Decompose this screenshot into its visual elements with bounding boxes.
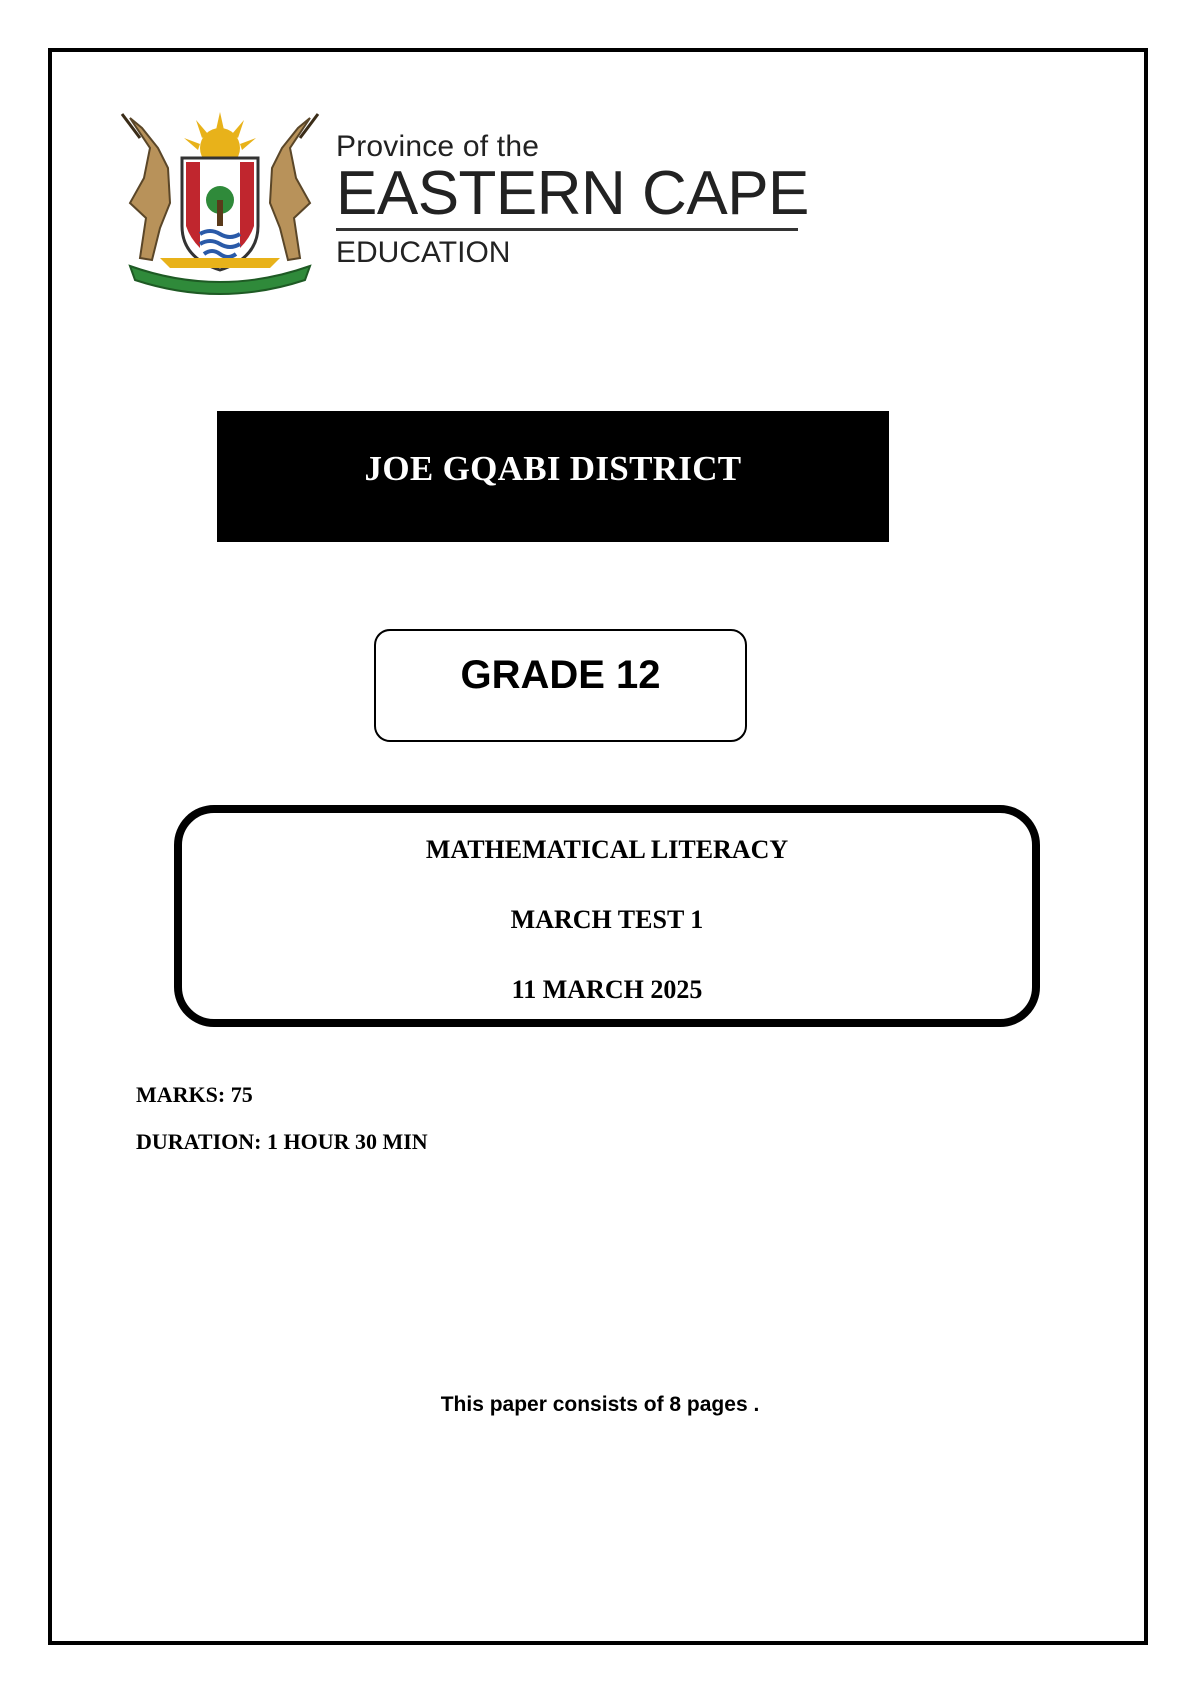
district-banner (217, 411, 889, 542)
logo-text (336, 130, 816, 271)
logo-education-text: EDUCATION (336, 236, 511, 269)
district-title: JOE GQABI DISTRICT (364, 449, 742, 488)
coat-of-arms-icon (100, 108, 340, 298)
logo-province-text: Province of the (336, 130, 540, 163)
eastern-cape-education-logo (100, 108, 820, 298)
duration-text: DURATION: 1 HOUR 30 MIN (136, 1129, 428, 1154)
test-name: MARCH TEST 1 (510, 905, 704, 934)
logo-eastern-cape-text: EASTERN CAPE (336, 159, 809, 228)
grade-title: GRADE 12 (460, 653, 661, 697)
test-date: 11 MARCH 2025 (511, 975, 703, 1004)
marks-text: MARKS: 75 (136, 1082, 253, 1107)
logo-divider (336, 228, 798, 231)
page-count-note: This paper consists of 8 pages . (440, 1393, 760, 1416)
subject-box (174, 805, 1040, 1027)
subject-name: MATHEMATICAL LITERACY (425, 835, 789, 864)
grade-box (374, 629, 747, 742)
